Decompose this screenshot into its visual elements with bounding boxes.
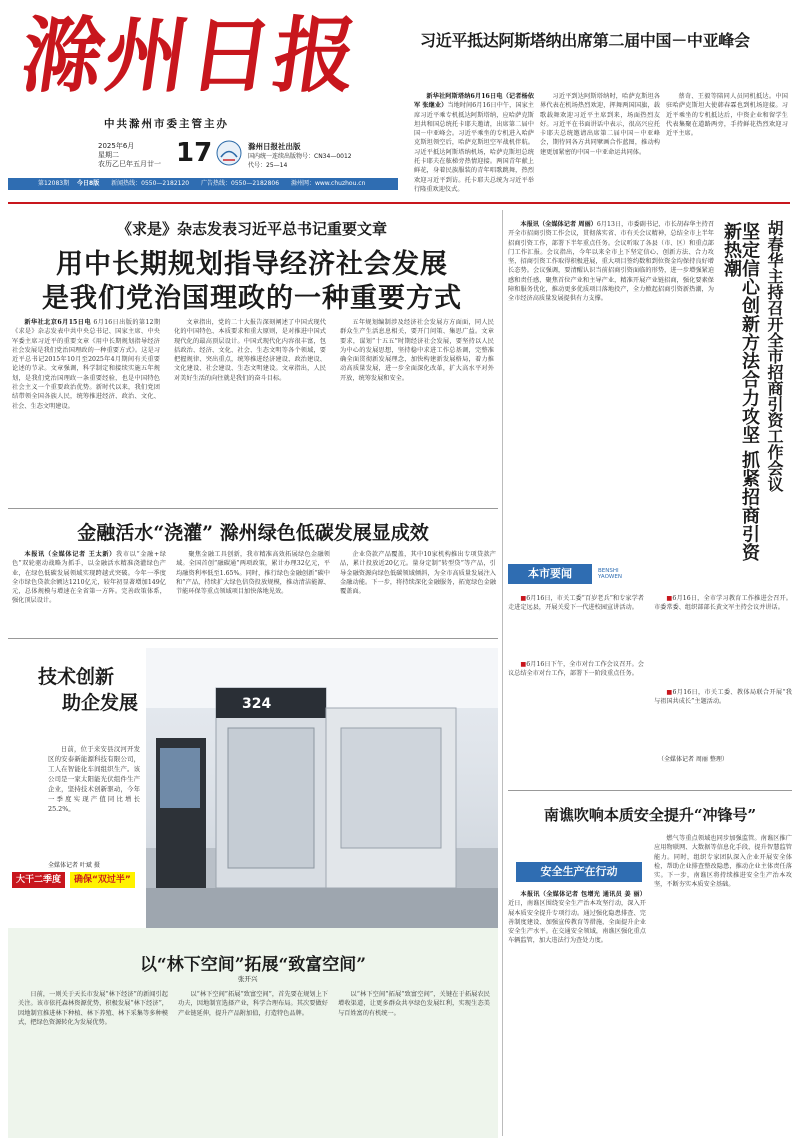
safety-col2: 燃气等重点领域也同步加强监管。南谯区推广应用物联网、大数据等信息化手段，提升智慧监管能力。同时，组织专家团队深入企业开展安全体检，帮助企业排查整改隐患，推动企业主体责任落实。下一步，南谯区将持续推进安全生产治本攻坚，不断夯实本质安全基础。 (654, 835, 792, 889)
badge-half: 确保“双过半” (70, 872, 135, 888)
forest-author: 张开兴 (238, 975, 258, 983)
forest-col3: 以“林下空间”拓展“致富空间”，关键在于拓展农民增收渠道，让更多群众共享绿色发展红利，实现生态美与百姓富的有机统一。 (338, 991, 490, 1017)
photo-title-1: 技术创新 (38, 666, 115, 688)
lead-col3: 五年规划编制涉及经济社会发展方方面面，同人民群众生产生活息息相关，要开门问策、集思广益。文章要求，谋划“十五五”时期经济社会发展，要坚持以人民为中心的发展思想，坚持稳中求进工作总基调，完整准确全面贯彻新发展理念，加快构建新发展格局，着力推动高质量发展，进一步全面深化改革，扩大高水平对外开放，统筹发展和安全。 (340, 319, 494, 382)
right-divider (508, 790, 792, 791)
city-emblem-icon (216, 140, 242, 166)
bullet-icon: ■ (666, 689, 673, 696)
green-finance-col1: 本报讯（全媒体记者 王太新）我市以“金融+绿色”双轮驱动战略为抓手，以金融活水精准浇灌绿色产业，在绿色低碳发展领域实现跨越式突破。今年一季度全市绿色贷款余额达1210亿元，较年初显著增加149亿元，总体规模与增速在全省第一方阵。完善政策体系，强化顶层设计。 (12, 551, 166, 605)
lead-headline-1[interactable]: 用中长期规划指导经济社会发展 (56, 249, 448, 280)
city-news (508, 564, 792, 790)
forest-col1: 日前，一则关于天长市发展“林下经济”的新闻引起关注。该市依托森林资源优势，积极发展“林下经济”，因地制宜推进林下种植、林下养殖、林下采集等多种模式，把绿色资源转化为发展优势。 (18, 991, 168, 1026)
safety-col1: 本报讯（全媒体记者 包增光 通讯员 姜 丽）近日，南谯区围绕安全生产治本攻坚行动，深入开展本质安全提升专项行动。通过强化隐患排查、完善制度建设、加强宣传教育等措施，全面提升企业安全生产水平。在交通安全领域，南谯区强化重点车辆监管，加大违法行为查处力度。 (508, 891, 646, 945)
top-story-col2: 习近平到达阿斯塔纳时，哈萨克斯坦各界代表在机场热烈欢迎，挥舞两国国旗，载歌载舞欢迎习近平主席到来，场面热烈友好。习近平在书面讲话中表示，很高兴应托卡耶夫总统邀请出席第二届中国－中亚峰会，期待同各方共同擘画合作蓝图，推动构建更加紧密的中国－中亚命运共同体。 (540, 93, 660, 156)
green-finance-col3: 企业贷款产品覆盖，其中10家机构推出专项贷款产品，累计投放近20亿元。量身定制“转型贷”等产品，引导金融资源向绿色低碳领域倾斜，为全市高质量发展注入金融动能。下一步，将持续深化金融服务，拓宽绿色金融覆盖面。 (340, 551, 496, 596)
bullet-icon: ■ (520, 661, 527, 668)
lead-col1: 新华社北京6月15日电 6月16日出版的第12期《求是》杂志发表中共中央总书记、国家主席、中央军委主席习近平的重要文章《用中长期规划指导经济社会发展是我们党治国理政的一种重要方式》。这是习近平总书记2015年10月至2025年4月期间有关重要论述的节录。文章强调，科学制定和接续实施五年规划，是我们党治国理政一条重要经验，也是中国特色社会主义一个重要政治优势。新时代以来，我们党团结带领全国各族人民，统筹推进经济、政治、文化、社会、生态文明建设。 (12, 319, 161, 410)
lead-byline: 新华社北京6月15日电 (24, 319, 91, 326)
lunar-date: 农历乙巳年五月廿一 (98, 160, 161, 168)
city-news-label-en: BENSHI YAOWEN (598, 568, 622, 580)
top-story (410, 8, 790, 193)
lead-kicker: 《求是》杂志发表习近平总书记重要文章 (116, 220, 387, 238)
publisher: 滁州日报社出版 (248, 142, 301, 151)
green-finance-byline: 本报讯（全媒体记者 王太新） (24, 551, 117, 558)
city-news-header (508, 564, 792, 584)
meeting-body: 本报讯（全媒体记者 周丽）6月13日，市委副书记、市长胡春华主持召开全市招商引资工作会议，贯彻落实省、市有关会议精神，总结全市上半年招商引资工作，部署下半年重点任务。会议听取了各县（市、区）和重点部门工作汇报。会议指出，今年以来全市上下坚定信心、创新方法、合力攻坚，招商引资工作取得积极进展，重大项目签约数和到位资金均保持良好增长态势。会议强调，要清醒认识当前招商引资面临的形势，进一步增强紧迫感和责任感，聚焦首位产业和主导产业，精准开展产业链招商，强化要素保障和服务优化，推动更多优质项目落地投产，全力掀起招商引资新热潮，为全市经济高质量发展提供有力支撑。 (508, 221, 715, 303)
photo-caption: 日前，位于来安县汊河开发区的安泰新能源科技有限公司，工人在智能化车间组织生产。该公司是一家太阳能光伏组件生产企业，坚持技术创新驱动，今年一季度实现产值同比增长25.2%。 (48, 745, 140, 813)
city-news-label: 本市要闻 (508, 564, 592, 584)
masthead-subtitle: 中共滁州市委主管主办 (104, 118, 229, 130)
badge-group (12, 872, 136, 888)
meeting-headline-1[interactable]: 胡春华主持召开全市招商引资工作会议 (765, 220, 784, 492)
ad-hotline: 广告热线：0550—2182806 (201, 180, 280, 187)
date-line: 2025年6月 (98, 142, 135, 150)
top-story-col1: 新华社阿斯塔纳6月16日电（记者杨依军 张继业）当地时间6月16日中午，国家主席习近平乘专机抵达阿斯塔纳，应哈萨克斯坦共和国总统托卡耶夫邀请，出席第二届中国－中亚峰会。习近平乘坐的专机进入哈萨克斯坦领空后，哈萨克斯坦空军战机伴航。习近平抵达阿斯塔纳机场，哈萨克斯坦总统托卡耶夫在舷梯旁热情迎接。两国青年献上鲜花，身着民族服装的青年唱歌跳舞，热烈欢迎习近平到访。托卡耶夫总统为习近平举行隆重欢迎仪式。 (414, 93, 534, 193)
cn-number: 国内统一连续出版物号：CN34—0012 (248, 153, 352, 160)
issue-number: 第12083期 (38, 180, 70, 187)
lead-col2: 文章指出，党的二十大报告深刻阐述了中国式现代化的中国特色、本质要求和重大原则，是对推进中国式现代化的最高顶层设计。中国式现代化内容很丰富，包括政治、经济、文化、社会、生态文明等各个领域，要把握规律、突出重点，统筹推进经济建设、政治建设、文化建设、社会建设、生态文明建设。文章指出，人民对美好生活的向往就是我们的奋斗目标。 (174, 319, 326, 382)
safety-tag: 安全生产在行动 (516, 862, 642, 882)
top-story-byline: 新华社阿斯塔纳6月16日电（记者杨依军 张继业） (414, 93, 534, 110)
forest-col2: 以“林下空间”拓展“致富空间”，首先要在规划上下功夫，因地制宜选择产业，科学合理布局。其次要做好产业链延伸，提升产品附加值，打造特色品牌。 (178, 991, 328, 1017)
date-block (58, 138, 388, 176)
city-news-item-2[interactable]: ■6月16日下午，全市对台工作会议召开。会议总结全市对台工作，部署下一阶段重点任务。 (508, 661, 644, 678)
city-news-item-1[interactable]: ■6月16日，市关工委“百岁老兵”和专家学者走进定远县，开展关爱下一代进校园宣讲活动。 (508, 595, 644, 612)
top-story-headline[interactable]: 习近平抵达阿斯塔纳出席第二届中国－中亚峰会 (420, 31, 750, 50)
city-news-item-3[interactable]: ■6月16日，全市学习教育工作推进会召开。市委常委、组织部部长黄文军主持会议并讲话。 (654, 595, 792, 612)
weekday: 星期二 (98, 151, 119, 159)
badge-q2: 大干二季度 (12, 872, 65, 888)
photo-story (8, 644, 498, 934)
forest-headline[interactable]: 以“林下空间”拓展“致富空间” (139, 955, 367, 975)
meeting-headline-2[interactable]: 坚定信心创新方法合力攻坚 抓紧招商引资新热潮 (721, 222, 760, 562)
factory-photo (146, 648, 498, 934)
page-count: 今日8版 (77, 180, 100, 187)
meeting-story (508, 212, 792, 622)
photo-credit: 全媒体记者 叶斌 摄 (48, 862, 100, 869)
lead-headline-2[interactable]: 是我们党治国理政的一种重要方式 (42, 283, 462, 314)
news-hotline: 新闻热线：0550—2182120 (111, 180, 190, 187)
city-news-item-4[interactable]: ■6月16日，市关工委、教体局联合开展“我与祖国共成长”主题活动。 (654, 689, 792, 706)
city-news-credits: （全媒体记者 周丽 整理） (658, 756, 728, 763)
day-number: 17 (176, 138, 213, 168)
meeting-byline: 本报讯（全媒体记者 周丽） (520, 221, 597, 228)
finance-divider (8, 638, 498, 639)
masthead-divider (8, 202, 790, 204)
machine-label: 324 (242, 696, 272, 712)
safety-byline: 本报讯（全媒体记者 包增光 通讯员 姜 丽） (520, 891, 646, 898)
lead-divider (8, 508, 498, 509)
top-story-col3: 蔡奇、王毅等陪同人员同机抵达。中国驻哈萨克斯坦大使韩春霖也到机场迎接。习近平乘坐的专机抵达后，中资企业和留学生代表集聚在道路两旁，手持鲜花热烈欢迎习近平主席。 (666, 93, 788, 138)
safety-story (508, 794, 792, 1138)
right-column-divider (502, 210, 503, 1136)
green-finance-headline[interactable]: 金融活水“浇灌” 滁州绿色低碳发展显成效 (77, 522, 429, 544)
bullet-icon: ■ (520, 595, 527, 602)
info-bar (8, 178, 398, 190)
safety-headline[interactable]: 南谯吹响本质安全提升“冲锋号” (543, 806, 757, 824)
lead-story (8, 210, 496, 508)
postal-code: 代号：25—14 (248, 162, 288, 169)
forest-story (8, 928, 498, 1138)
website[interactable]: 滁州网：www.chuzhou.cn (290, 180, 366, 187)
bullet-icon: ■ (666, 595, 673, 602)
photo-title-2: 助企发展 (62, 692, 139, 714)
newspaper-title: 滁州日报 (15, 8, 365, 104)
green-finance-col2: 聚焦金融工具创新，我市精准高效拓展绿色金融领域。全国首创“融碳通”两项政策，累计办理32亿元，平均融资利率低至1.65%。同时，推行绿色金融创新“碳中和”产品，持续扩大绿色信贷投放规模，推动清洁能源、节能环保等重点领域项目加快落地见效。 (176, 551, 330, 596)
